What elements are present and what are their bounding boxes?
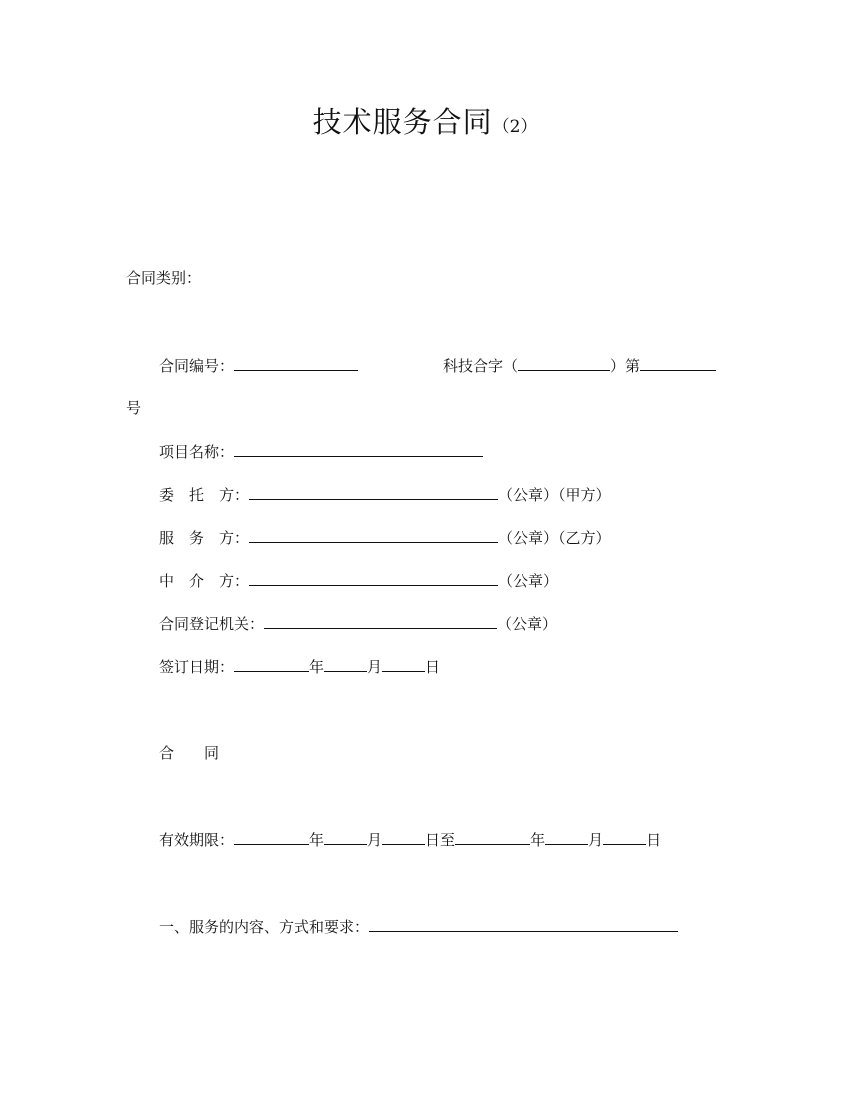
- signing-year-label: 年: [309, 658, 325, 676]
- signing-month-label: 月: [367, 658, 383, 676]
- client-label: 委 托 方：: [159, 486, 250, 504]
- validity-start-year-label: 年: [309, 831, 325, 849]
- contract-code-middle: ）第: [610, 357, 641, 375]
- validity-end-month-label: 月: [588, 831, 604, 849]
- client-seal: （公章）（甲方）: [498, 486, 611, 504]
- contract-number-line: [159, 355, 358, 376]
- validity-start-year-blank[interactable]: [234, 829, 309, 845]
- contract-heading: 合 同: [159, 744, 220, 762]
- registration-authority-line: [159, 613, 557, 634]
- signing-date-label: 签订日期：: [159, 658, 235, 676]
- signing-day-label: 日: [425, 658, 441, 676]
- service-provider-label: 服 务 方：: [159, 529, 250, 547]
- contract-number-label: 合同编号：: [159, 357, 235, 375]
- intermediary-line: [159, 570, 558, 591]
- contract-code-prefix: 科技合字（: [443, 357, 519, 375]
- signing-year-blank[interactable]: [234, 656, 309, 672]
- service-provider-line: [159, 527, 611, 548]
- contract-code-suffix-line: [126, 398, 141, 418]
- signing-date-line: [159, 656, 440, 677]
- intermediary-label: 中 介 方：: [159, 572, 250, 590]
- registration-authority-blank[interactable]: [264, 613, 497, 629]
- validity-start-month-label: 月: [367, 831, 383, 849]
- intermediary-blank[interactable]: [249, 570, 498, 586]
- document-title: [0, 100, 850, 149]
- validity-end-year-blank[interactable]: [455, 829, 530, 845]
- registration-authority-label: 合同登记机关：: [159, 615, 265, 633]
- contract-code-blank[interactable]: [518, 355, 610, 371]
- contract-number-blank[interactable]: [234, 355, 358, 371]
- contract-category-label: 合同类别：: [126, 269, 202, 287]
- section-one-blank[interactable]: [369, 916, 678, 932]
- validity-label: 有效期限：: [159, 831, 235, 849]
- project-name-blank[interactable]: [234, 441, 483, 457]
- validity-start-month-blank[interactable]: [324, 829, 367, 845]
- validity-end-day-blank[interactable]: [603, 829, 646, 845]
- service-provider-seal: （公章）（乙方）: [498, 529, 611, 547]
- section-one-label: 一、服务的内容、方式和要求：: [159, 918, 370, 936]
- signing-day-blank[interactable]: [382, 656, 425, 672]
- client-blank[interactable]: [249, 484, 498, 500]
- validity-end-day-label: 日: [646, 831, 662, 849]
- intermediary-seal: （公章）: [498, 572, 559, 590]
- contract-code-suffix: 号: [126, 399, 142, 417]
- title-suffix: （2）: [492, 117, 538, 137]
- title-main: 技术服务合同: [312, 105, 493, 139]
- validity-line: [159, 829, 661, 850]
- client-line: [159, 484, 611, 505]
- section-one-line: [159, 916, 678, 937]
- validity-end-year-label: 年: [530, 831, 546, 849]
- contract-code-line: [443, 355, 716, 376]
- validity-start-day-blank[interactable]: [382, 829, 425, 845]
- contract-heading-line: [159, 743, 219, 763]
- validity-start-day-label: 日至: [425, 831, 456, 849]
- contract-category-line: [126, 268, 201, 288]
- signing-month-blank[interactable]: [324, 656, 367, 672]
- registration-authority-seal: （公章）: [497, 615, 558, 633]
- service-provider-blank[interactable]: [249, 527, 498, 543]
- project-name-line: [159, 441, 483, 462]
- contract-code-number-blank[interactable]: [640, 355, 716, 371]
- project-name-label: 项目名称：: [159, 443, 235, 461]
- validity-end-month-blank[interactable]: [545, 829, 588, 845]
